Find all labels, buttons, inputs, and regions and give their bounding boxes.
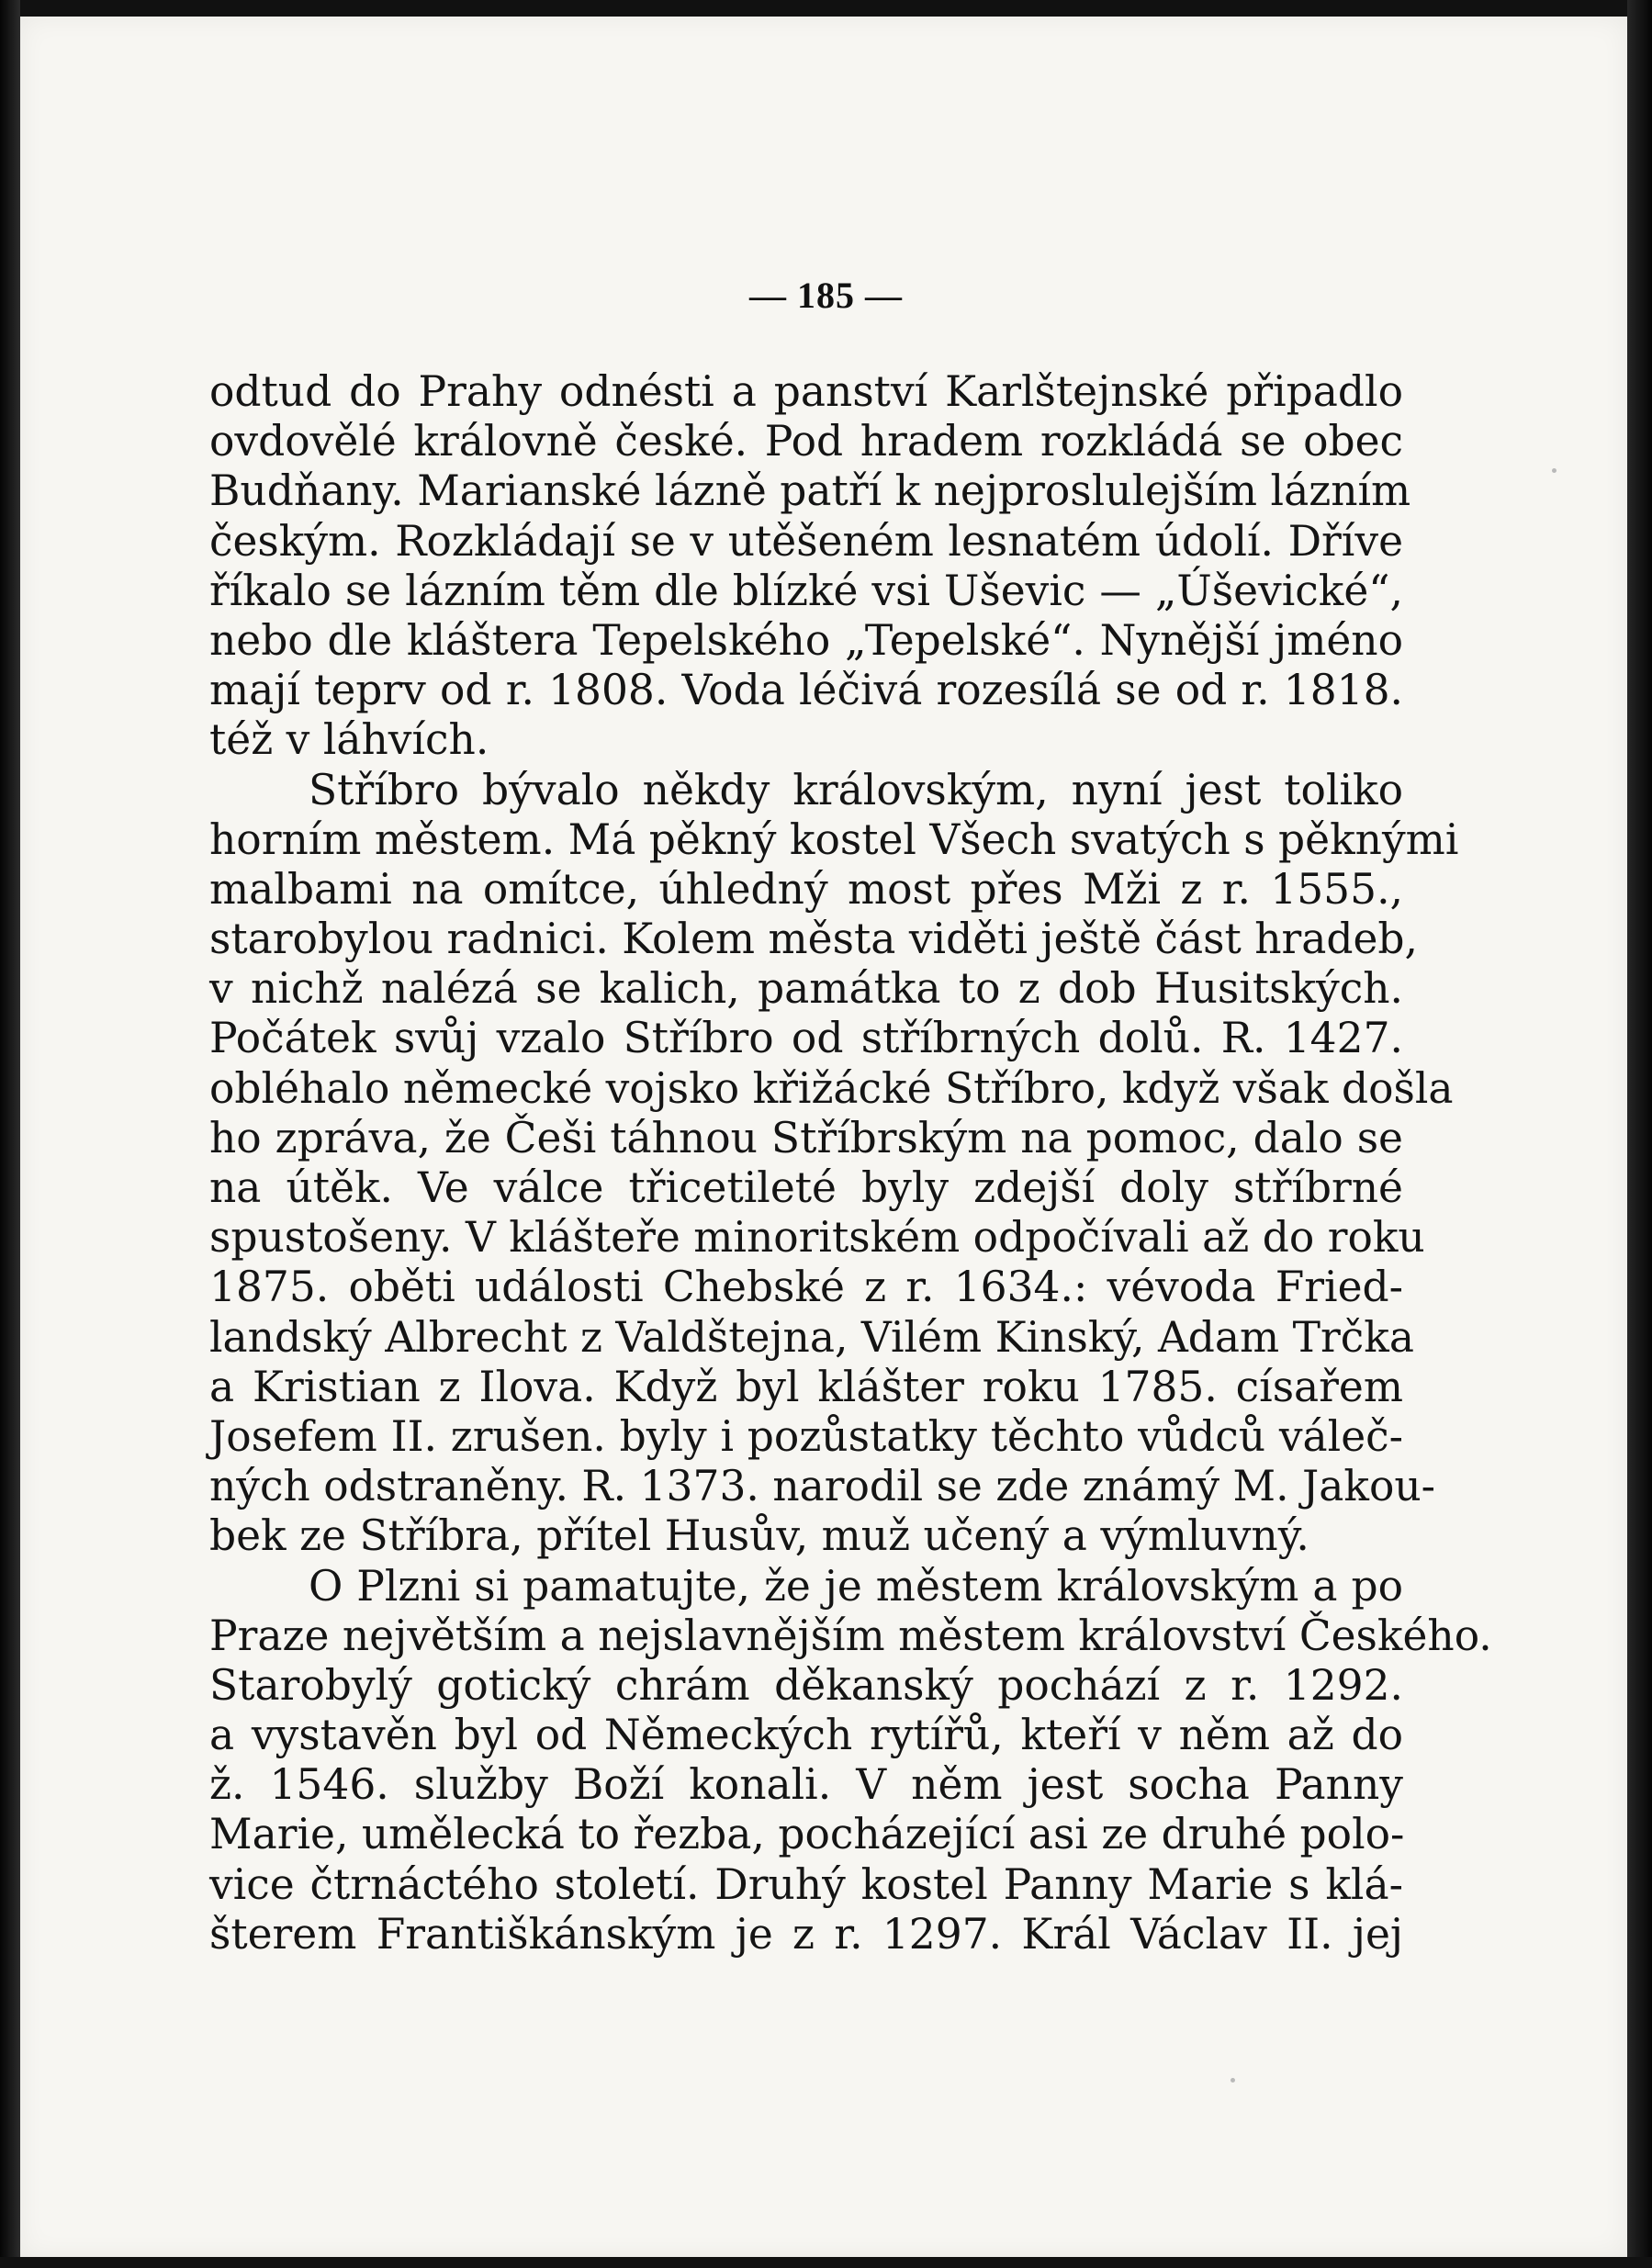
text-line: horním městem. Má pěkný kostel Všech svatých s pěknými [209,814,1459,864]
text-line: ovdovělé královně české. Pod hradem rozkládá se obec [209,417,1403,466]
scan-border-top [0,0,1652,17]
text-line: a Kristian z Ilova. Když byl klášter roku 1785. císařem [209,1362,1403,1411]
text-line: ž. 1546. služby Boží konali. V něm jest socha Panny [209,1760,1403,1810]
text-line: českým. Rozkládají se v utěšeném lesnatém údolí. Dříve [209,516,1403,566]
text-line: též v láhvích. [209,715,489,765]
text-line: Budňany. Marianské lázně patří k nejproslulejším lázním [209,466,1411,516]
text-line: obléhalo německé vojsko křižácké Stříbro, když však došla [209,1063,1454,1113]
body-text [209,367,1492,1959]
paragraph-start-line: Stříbro bývalo někdy královským, nyní jest toliko [309,765,1403,814]
paper-speck [1231,2078,1235,2083]
text-line: ných odstraněny. R. 1373. narodil se zde známý M. Jakou- [209,1462,1436,1511]
paragraph-start-line: O Plzni si pamatujte, že je městem královským a po [309,1561,1403,1611]
text-line: a vystavěn byl od Německých rytířů, kteří v něm až do [209,1711,1403,1760]
text-line: Počátek svůj vzalo Stříbro od stříbrných dolů. R. 1427. [209,1014,1403,1063]
text-line: malbami na omítce, úhledný most přes Mži z r. 1555., [209,864,1403,914]
text-line: 1875. oběti události Chebské z r. 1634.: vévoda Fried- [209,1263,1403,1312]
text-line: starobylou radnici. Kolem města viděti ještě část hradeb, [209,915,1419,964]
paper-speck [1552,468,1556,473]
text-line: Praze největším a nejslavnějším městem království Českého. [209,1611,1492,1660]
text-line: Marie, umělecká to řezba, pocházející asi ze druhé polo- [209,1810,1405,1859]
text-line: landský Albrecht z Valdštejna, Vilém Kinský, Adam Trčka [209,1312,1414,1362]
scan-border-left [0,0,20,2268]
text-line: Starobylý gotický chrám děkanský pochází z r. 1292. [209,1660,1403,1710]
page-number: — 185 — [749,275,903,316]
text-line: šterem Františkánským je z r. 1297. Král Václav II. jej [209,1909,1403,1959]
text-line: na útěk. Ve válce třicetileté byly zdejší doly stříbrné [209,1163,1403,1212]
text-line: říkalo se lázním těm dle blízké vsi Uševic — „Úševické“, [209,566,1403,615]
scan-border-right [1627,0,1652,2268]
text-line: ho zpráva, že Češi táhnou Stříbrským na pomoc, dalo se [209,1113,1403,1162]
text-line: mají teprv od r. 1808. Voda léčivá rozesílá se od r. 1818. [209,666,1403,715]
text-line: spustošeny. V klášteře minoritském odpočívali až do roku [209,1213,1425,1263]
text-line: odtud do Prahy odnésti a panství Karlštejnské připadlo [209,367,1403,416]
text-line: Josefem II. zrušen. byly i pozůstatky těchto vůdců váleč- [209,1411,1403,1461]
text-line: vice čtrnáctého století. Druhý kostel Panny Marie s klá- [209,1859,1403,1909]
scan-border-bottom [0,2257,1652,2268]
text-line: nebo dle kláštera Tepelského „Tepelské“. Nynější jméno [209,615,1403,665]
text-line: bek ze Stříbra, přítel Husův, muž učený a výmluvný. [209,1511,1309,1561]
text-line: v nichž nalézá se kalich, památka to z dob Husitských. [209,964,1403,1014]
